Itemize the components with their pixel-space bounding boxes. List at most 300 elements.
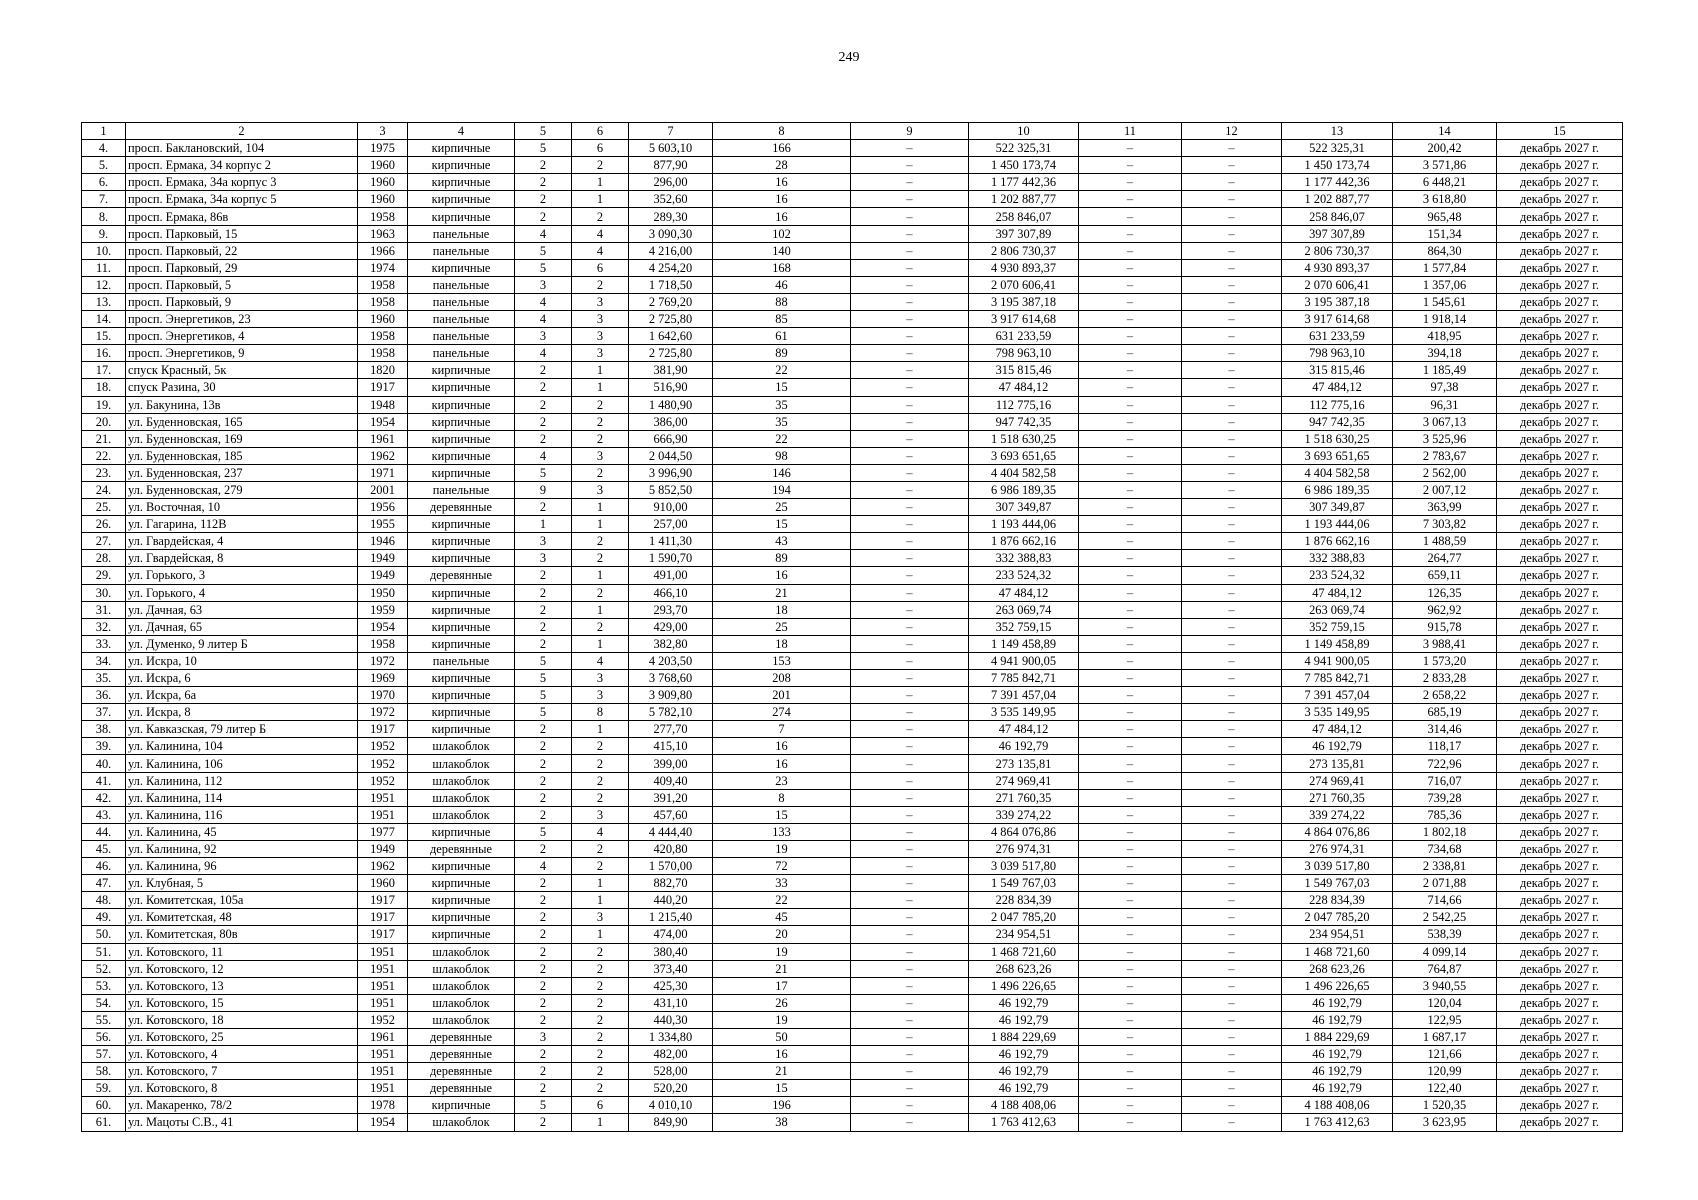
col-14-cell: 1 687,17 [1393, 1028, 1497, 1045]
col-entrances-cell: 2 [572, 413, 629, 430]
col-11-cell: – [1079, 225, 1182, 242]
col-area-cell: 666,90 [629, 430, 713, 447]
col-12-cell: – [1182, 174, 1282, 191]
col-10-cell: 47 484,12 [969, 584, 1079, 601]
col-floors-cell: 2 [515, 960, 572, 977]
col-year-cell: 1952 [358, 1011, 408, 1028]
col-9-cell: – [851, 499, 969, 516]
col-12-cell: – [1182, 516, 1282, 533]
col-floors-cell: 5 [515, 259, 572, 276]
column-header-7: 7 [629, 123, 713, 140]
col-deadline-cell: декабрь 2027 г. [1497, 738, 1623, 755]
col-12-cell: – [1182, 789, 1282, 806]
col-year-cell: 1958 [358, 208, 408, 225]
col-12-cell: – [1182, 157, 1282, 174]
col-entrances-cell: 1 [572, 1114, 629, 1131]
col-deadline-cell: декабрь 2027 г. [1497, 259, 1623, 276]
col-year-cell: 1951 [358, 994, 408, 1011]
col-9-cell: – [851, 464, 969, 481]
col-9-cell: – [851, 550, 969, 567]
col-material-cell: кирпичные [408, 687, 515, 704]
col-year-cell: 1951 [358, 1063, 408, 1080]
col-area-cell: 1 334,80 [629, 1028, 713, 1045]
column-header-8: 8 [713, 123, 851, 140]
col-9-cell: – [851, 208, 969, 225]
col-number-cell: 8. [82, 208, 126, 225]
col-13-cell: 4 404 582,58 [1282, 464, 1393, 481]
col-10-cell: 46 192,79 [969, 994, 1079, 1011]
col-number-cell: 23. [82, 464, 126, 481]
col-11-cell: – [1079, 618, 1182, 635]
col-10-cell: 1 202 887,77 [969, 191, 1079, 208]
col-13-cell: 1 763 412,63 [1282, 1114, 1393, 1131]
col-number-cell: 14. [82, 311, 126, 328]
col-residents-cell: 89 [713, 345, 851, 362]
table-row [82, 191, 1623, 208]
col-area-cell: 382,80 [629, 635, 713, 652]
col-9-cell: – [851, 396, 969, 413]
col-material-cell: панельные [408, 276, 515, 293]
col-11-cell: – [1079, 413, 1182, 430]
col-year-cell: 1959 [358, 601, 408, 618]
col-residents-cell: 146 [713, 464, 851, 481]
col-10-cell: 1 149 458,89 [969, 635, 1079, 652]
col-11-cell: – [1079, 499, 1182, 516]
col-address-cell: ул. Комитетская, 80в [126, 926, 358, 943]
table-row [82, 789, 1623, 806]
col-11-cell: – [1079, 447, 1182, 464]
col-floors-cell: 2 [515, 618, 572, 635]
col-12-cell: – [1182, 191, 1282, 208]
col-material-cell: кирпичные [408, 858, 515, 875]
col-11-cell: – [1079, 755, 1182, 772]
col-10-cell: 271 760,35 [969, 789, 1079, 806]
col-deadline-cell: декабрь 2027 г. [1497, 601, 1623, 618]
table-row [82, 670, 1623, 687]
col-deadline-cell: декабрь 2027 г. [1497, 140, 1623, 157]
col-year-cell: 1975 [358, 140, 408, 157]
col-address-cell: ул. Искра, 6 [126, 670, 358, 687]
col-14-cell: 2 658,22 [1393, 687, 1497, 704]
col-deadline-cell: декабрь 2027 г. [1497, 687, 1623, 704]
col-10-cell: 307 349,87 [969, 499, 1079, 516]
col-residents-cell: 50 [713, 1028, 851, 1045]
col-residents-cell: 133 [713, 823, 851, 840]
col-entrances-cell: 1 [572, 721, 629, 738]
col-9-cell: – [851, 755, 969, 772]
table-row [82, 1011, 1623, 1028]
column-header-13: 13 [1282, 123, 1393, 140]
col-14-cell: 785,36 [1393, 806, 1497, 823]
col-address-cell: ул. Котовского, 18 [126, 1011, 358, 1028]
col-number-cell: 10. [82, 242, 126, 259]
col-address-cell: просп. Ермака, 86в [126, 208, 358, 225]
col-deadline-cell: декабрь 2027 г. [1497, 721, 1623, 738]
col-10-cell: 273 135,81 [969, 755, 1079, 772]
col-entrances-cell: 6 [572, 140, 629, 157]
col-address-cell: ул. Комитетская, 105а [126, 892, 358, 909]
col-10-cell: 4 941 900,05 [969, 652, 1079, 669]
col-deadline-cell: декабрь 2027 г. [1497, 960, 1623, 977]
col-area-cell: 409,40 [629, 772, 713, 789]
col-deadline-cell: декабрь 2027 г. [1497, 1063, 1623, 1080]
col-11-cell: – [1079, 191, 1182, 208]
col-material-cell: панельные [408, 328, 515, 345]
col-area-cell: 440,30 [629, 1011, 713, 1028]
column-header-10: 10 [969, 123, 1079, 140]
table-row [82, 413, 1623, 430]
col-10-cell: 2 070 606,41 [969, 276, 1079, 293]
col-14-cell: 722,96 [1393, 755, 1497, 772]
col-address-cell: ул. Думенко, 9 литер Б [126, 635, 358, 652]
col-entrances-cell: 2 [572, 755, 629, 772]
col-address-cell: ул. Котовского, 25 [126, 1028, 358, 1045]
col-area-cell: 910,00 [629, 499, 713, 516]
col-floors-cell: 2 [515, 413, 572, 430]
col-material-cell: деревянные [408, 1046, 515, 1063]
col-14-cell: 764,87 [1393, 960, 1497, 977]
col-address-cell: ул. Гвардейская, 8 [126, 550, 358, 567]
col-address-cell: ул. Калинина, 104 [126, 738, 358, 755]
col-entrances-cell: 1 [572, 499, 629, 516]
col-address-cell: ул. Буденновская, 279 [126, 481, 358, 498]
col-11-cell: – [1079, 858, 1182, 875]
col-entrances-cell: 2 [572, 738, 629, 755]
col-address-cell: ул. Котовского, 15 [126, 994, 358, 1011]
col-10-cell: 1 884 229,69 [969, 1028, 1079, 1045]
col-residents-cell: 18 [713, 635, 851, 652]
col-13-cell: 258 846,07 [1282, 208, 1393, 225]
col-14-cell: 1 357,06 [1393, 276, 1497, 293]
table-row [82, 516, 1623, 533]
col-9-cell: – [851, 191, 969, 208]
col-12-cell: – [1182, 345, 1282, 362]
col-10-cell: 2 806 730,37 [969, 242, 1079, 259]
col-deadline-cell: декабрь 2027 г. [1497, 858, 1623, 875]
col-9-cell: – [851, 772, 969, 789]
table-row [82, 806, 1623, 823]
col-10-cell: 7 785 842,71 [969, 670, 1079, 687]
col-residents-cell: 45 [713, 909, 851, 926]
col-11-cell: – [1079, 464, 1182, 481]
col-address-cell: ул. Искра, 8 [126, 704, 358, 721]
col-11-cell: – [1079, 789, 1182, 806]
col-11-cell: – [1079, 1011, 1182, 1028]
col-material-cell: панельные [408, 345, 515, 362]
table-row [82, 1097, 1623, 1114]
col-number-cell: 39. [82, 738, 126, 755]
col-11-cell: – [1079, 174, 1182, 191]
col-9-cell: – [851, 721, 969, 738]
col-number-cell: 30. [82, 584, 126, 601]
col-address-cell: ул. Калинина, 112 [126, 772, 358, 789]
col-13-cell: 1 876 662,16 [1282, 533, 1393, 550]
col-12-cell: – [1182, 311, 1282, 328]
col-number-cell: 9. [82, 225, 126, 242]
table-row [82, 926, 1623, 943]
col-area-cell: 420,80 [629, 840, 713, 857]
col-14-cell: 962,92 [1393, 601, 1497, 618]
col-9-cell: – [851, 1011, 969, 1028]
col-material-cell: кирпичные [408, 635, 515, 652]
col-12-cell: – [1182, 140, 1282, 157]
col-13-cell: 228 834,39 [1282, 892, 1393, 909]
col-12-cell: – [1182, 755, 1282, 772]
col-14-cell: 2 071,88 [1393, 875, 1497, 892]
col-number-cell: 47. [82, 875, 126, 892]
col-number-cell: 16. [82, 345, 126, 362]
col-12-cell: – [1182, 670, 1282, 687]
col-address-cell: ул. Гагарина, 112В [126, 516, 358, 533]
col-year-cell: 1960 [358, 191, 408, 208]
col-deadline-cell: декабрь 2027 г. [1497, 1011, 1623, 1028]
col-13-cell: 263 069,74 [1282, 601, 1393, 618]
col-address-cell: ул. Калинина, 92 [126, 840, 358, 857]
col-material-cell: кирпичные [408, 208, 515, 225]
col-13-cell: 2 806 730,37 [1282, 242, 1393, 259]
col-year-cell: 1969 [358, 670, 408, 687]
col-entrances-cell: 3 [572, 687, 629, 704]
col-floors-cell: 2 [515, 567, 572, 584]
col-address-cell: спуск Красный, 5к [126, 362, 358, 379]
col-10-cell: 397 307,89 [969, 225, 1079, 242]
col-floors-cell: 4 [515, 293, 572, 310]
col-13-cell: 46 192,79 [1282, 1046, 1393, 1063]
col-13-cell: 307 349,87 [1282, 499, 1393, 516]
col-10-cell: 233 524,32 [969, 567, 1079, 584]
col-number-cell: 44. [82, 823, 126, 840]
col-11-cell: – [1079, 721, 1182, 738]
col-12-cell: – [1182, 601, 1282, 618]
table-row [82, 823, 1623, 840]
col-year-cell: 1917 [358, 379, 408, 396]
col-address-cell: просп. Парковый, 15 [126, 225, 358, 242]
col-material-cell: шлакоблок [408, 772, 515, 789]
col-13-cell: 7 785 842,71 [1282, 670, 1393, 687]
col-11-cell: – [1079, 293, 1182, 310]
col-11-cell: – [1079, 738, 1182, 755]
col-10-cell: 1 450 173,74 [969, 157, 1079, 174]
col-11-cell: – [1079, 396, 1182, 413]
col-material-cell: панельные [408, 242, 515, 259]
col-material-cell: панельные [408, 652, 515, 669]
col-material-cell: деревянные [408, 1080, 515, 1097]
col-14-cell: 121,66 [1393, 1046, 1497, 1063]
col-14-cell: 1 918,14 [1393, 311, 1497, 328]
col-residents-cell: 16 [713, 567, 851, 584]
col-13-cell: 631 233,59 [1282, 328, 1393, 345]
col-floors-cell: 4 [515, 225, 572, 242]
col-number-cell: 25. [82, 499, 126, 516]
col-floors-cell: 2 [515, 499, 572, 516]
column-header-12: 12 [1182, 123, 1282, 140]
col-9-cell: – [851, 516, 969, 533]
col-14-cell: 97,38 [1393, 379, 1497, 396]
col-address-cell: просп. Энергетиков, 9 [126, 345, 358, 362]
col-entrances-cell: 3 [572, 909, 629, 926]
col-9-cell: – [851, 926, 969, 943]
table-row [82, 875, 1623, 892]
col-number-cell: 56. [82, 1028, 126, 1045]
table-row [82, 293, 1623, 310]
col-material-cell: деревянные [408, 499, 515, 516]
col-12-cell: – [1182, 1063, 1282, 1080]
table-row [82, 157, 1623, 174]
col-deadline-cell: декабрь 2027 г. [1497, 413, 1623, 430]
col-10-cell: 3 693 651,65 [969, 447, 1079, 464]
col-floors-cell: 5 [515, 242, 572, 259]
col-11-cell: – [1079, 652, 1182, 669]
col-11-cell: – [1079, 362, 1182, 379]
col-13-cell: 46 192,79 [1282, 738, 1393, 755]
col-residents-cell: 15 [713, 516, 851, 533]
col-year-cell: 1917 [358, 926, 408, 943]
col-year-cell: 1961 [358, 1028, 408, 1045]
table-row [82, 447, 1623, 464]
col-material-cell: кирпичные [408, 704, 515, 721]
col-9-cell: – [851, 1097, 969, 1114]
col-residents-cell: 201 [713, 687, 851, 704]
col-13-cell: 276 974,31 [1282, 840, 1393, 857]
col-material-cell: кирпичные [408, 157, 515, 174]
col-address-cell: ул. Восточная, 10 [126, 499, 358, 516]
col-entrances-cell: 1 [572, 926, 629, 943]
col-9-cell: – [851, 960, 969, 977]
col-10-cell: 1 763 412,63 [969, 1114, 1079, 1131]
col-floors-cell: 2 [515, 430, 572, 447]
col-13-cell: 3 693 651,65 [1282, 447, 1393, 464]
col-area-cell: 474,00 [629, 926, 713, 943]
col-residents-cell: 61 [713, 328, 851, 345]
table-row [82, 1046, 1623, 1063]
col-entrances-cell: 2 [572, 208, 629, 225]
col-area-cell: 2 725,80 [629, 345, 713, 362]
col-deadline-cell: декабрь 2027 г. [1497, 755, 1623, 772]
table-row [82, 345, 1623, 362]
col-floors-cell: 2 [515, 379, 572, 396]
col-residents-cell: 102 [713, 225, 851, 242]
col-entrances-cell: 4 [572, 242, 629, 259]
col-residents-cell: 166 [713, 140, 851, 157]
col-residents-cell: 35 [713, 413, 851, 430]
col-14-cell: 538,39 [1393, 926, 1497, 943]
col-11-cell: – [1079, 635, 1182, 652]
col-12-cell: – [1182, 430, 1282, 447]
col-14-cell: 118,17 [1393, 738, 1497, 755]
col-entrances-cell: 2 [572, 840, 629, 857]
col-floors-cell: 2 [515, 892, 572, 909]
table-row [82, 858, 1623, 875]
col-entrances-cell: 2 [572, 1080, 629, 1097]
col-11-cell: – [1079, 926, 1182, 943]
col-9-cell: – [851, 140, 969, 157]
col-14-cell: 965,48 [1393, 208, 1497, 225]
col-13-cell: 3 917 614,68 [1282, 311, 1393, 328]
col-9-cell: – [851, 379, 969, 396]
col-floors-cell: 2 [515, 977, 572, 994]
col-11-cell: – [1079, 704, 1182, 721]
col-deadline-cell: декабрь 2027 г. [1497, 311, 1623, 328]
col-area-cell: 425,30 [629, 977, 713, 994]
col-9-cell: – [851, 259, 969, 276]
col-12-cell: – [1182, 926, 1282, 943]
col-12-cell: – [1182, 687, 1282, 704]
col-year-cell: 1958 [358, 345, 408, 362]
col-year-cell: 1972 [358, 652, 408, 669]
table-row [82, 635, 1623, 652]
col-material-cell: кирпичные [408, 823, 515, 840]
col-year-cell: 1963 [358, 225, 408, 242]
col-address-cell: ул. Котовского, 11 [126, 943, 358, 960]
col-residents-cell: 153 [713, 652, 851, 669]
table-row [82, 276, 1623, 293]
col-material-cell: кирпичные [408, 464, 515, 481]
table-row [82, 430, 1623, 447]
col-10-cell: 522 325,31 [969, 140, 1079, 157]
col-11-cell: – [1079, 1080, 1182, 1097]
col-area-cell: 289,30 [629, 208, 713, 225]
col-11-cell: – [1079, 430, 1182, 447]
col-area-cell: 2 044,50 [629, 447, 713, 464]
col-11-cell: – [1079, 909, 1182, 926]
table-row [82, 396, 1623, 413]
col-9-cell: – [851, 858, 969, 875]
col-number-cell: 5. [82, 157, 126, 174]
col-residents-cell: 7 [713, 721, 851, 738]
col-9-cell: – [851, 242, 969, 259]
col-10-cell: 46 192,79 [969, 1063, 1079, 1080]
col-year-cell: 1948 [358, 396, 408, 413]
col-residents-cell: 46 [713, 276, 851, 293]
col-12-cell: – [1182, 858, 1282, 875]
col-floors-cell: 3 [515, 1028, 572, 1045]
column-header-3: 3 [358, 123, 408, 140]
col-12-cell: – [1182, 208, 1282, 225]
col-entrances-cell: 2 [572, 550, 629, 567]
col-13-cell: 2 047 785,20 [1282, 909, 1393, 926]
col-floors-cell: 5 [515, 823, 572, 840]
col-10-cell: 4 864 076,86 [969, 823, 1079, 840]
col-deadline-cell: декабрь 2027 г. [1497, 191, 1623, 208]
col-area-cell: 293,70 [629, 601, 713, 618]
col-12-cell: – [1182, 1097, 1282, 1114]
col-floors-cell: 2 [515, 926, 572, 943]
col-area-cell: 482,00 [629, 1046, 713, 1063]
col-9-cell: – [851, 362, 969, 379]
col-material-cell: шлакоблок [408, 943, 515, 960]
col-10-cell: 352 759,15 [969, 618, 1079, 635]
col-13-cell: 274 969,41 [1282, 772, 1393, 789]
col-material-cell: шлакоблок [408, 755, 515, 772]
col-area-cell: 1 215,40 [629, 909, 713, 926]
col-9-cell: – [851, 840, 969, 857]
col-deadline-cell: декабрь 2027 г. [1497, 618, 1623, 635]
col-material-cell: кирпичные [408, 584, 515, 601]
col-material-cell: кирпичные [408, 191, 515, 208]
col-number-cell: 12. [82, 276, 126, 293]
col-13-cell: 1 549 767,03 [1282, 875, 1393, 892]
col-9-cell: – [851, 276, 969, 293]
col-year-cell: 1962 [358, 858, 408, 875]
col-number-cell: 52. [82, 960, 126, 977]
col-year-cell: 1960 [358, 157, 408, 174]
col-material-cell: деревянные [408, 1063, 515, 1080]
col-9-cell: – [851, 635, 969, 652]
col-14-cell: 122,95 [1393, 1011, 1497, 1028]
col-area-cell: 381,90 [629, 362, 713, 379]
column-header-14: 14 [1393, 123, 1497, 140]
col-14-cell: 363,99 [1393, 499, 1497, 516]
